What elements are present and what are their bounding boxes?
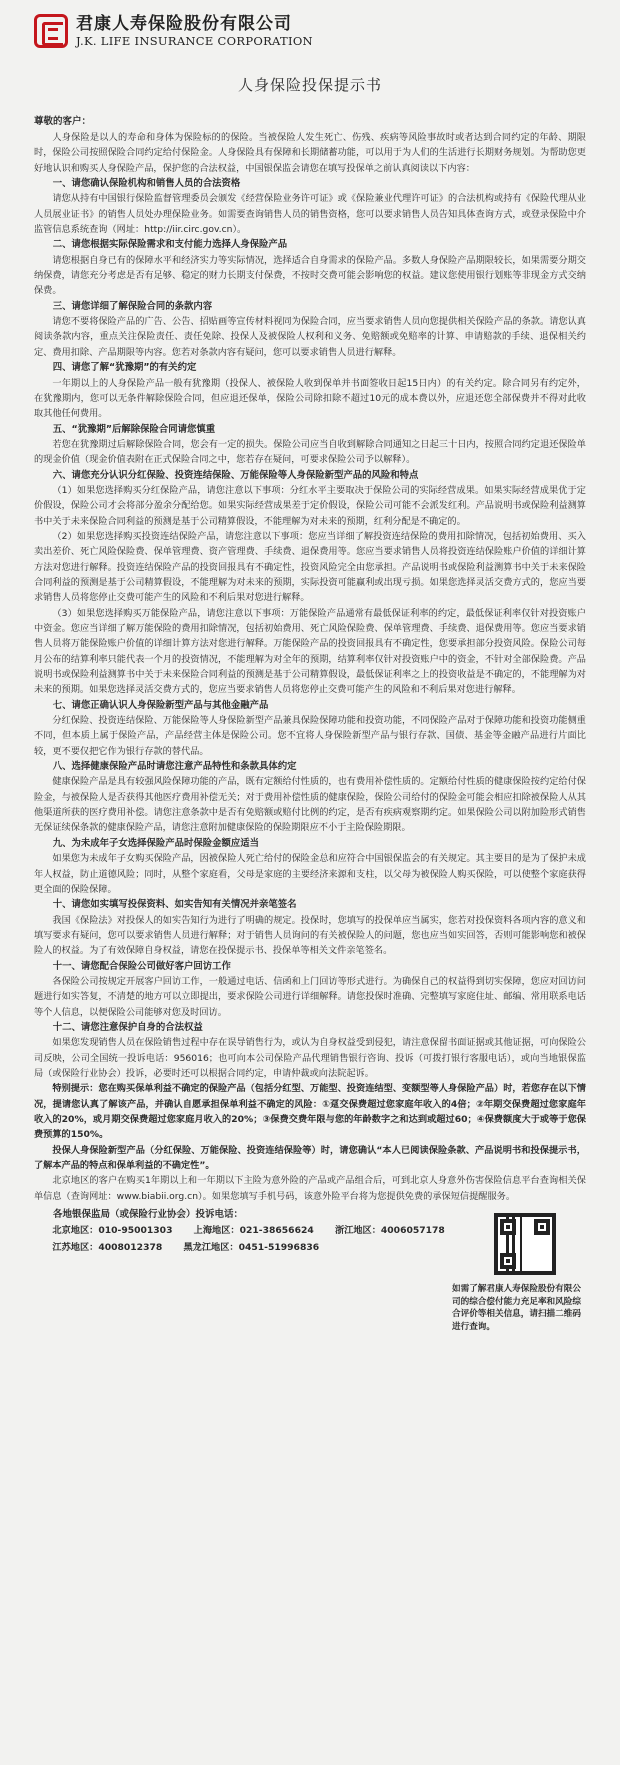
hotline-shanghai: 上海地区：021-38656624 (193, 1225, 314, 1237)
section-heading: 五、“犹豫期”后解除保险合同请您慎重 (52, 423, 216, 435)
section-paragraph: （2）如果您选择购买投资连结保险产品，请您注意以下事项：您应当详细了解投资连结保险的费用扣除情况，包括初始费用、买入卖出差价、死亡风险保险费、保单管理费、资产管理费、手续费、退保费用等。您应当要求销售人员将投资连结保险账户价值的详细计算方法对您进行解释。投资连结保险产品的投资回报具有不确定性，投资风险完全由您承担。产品说明书或保险利益测算书中关于未来保险合同利益的预测是基于公司精算假设，不能理解为对未来的预期，实际投资可能赢利或出现亏损。如果您选择灵活交费方式的，您应当要求销售人员将您停止交费可能产生的风险和不利后果对您进行解释。 (34, 530, 586, 604)
section-paragraph: 健康保险产品是具有较强风险保障功能的产品，既有定额给付性质的，也有费用补偿性质的。定额给付性质的健康保险按约定给付保险金，与被保险人是否获得其他医疗费用补偿无关；对于费用补偿性质的健康保险，保险公司给付的保险金可能会相应扣除被保险人从其他渠道所获的医疗费用补偿。请您注意条款中是否有免赔额或赔付比例的约定，是否有疾病观察期约定。如果保险公司以附加险形式销售无保证续保条款的健康保险产品，请您注意附加健康保险的保险期限应不小于主险保险期限。 (34, 776, 586, 834)
section-heading: 四、请您了解“犹豫期”的有关约定 (52, 362, 197, 374)
section-heading: 十一、请您配合保险公司做好客户回访工作 (52, 960, 231, 972)
section-heading: 十二、请您注意保护自身的合法权益 (52, 1021, 203, 1033)
section-paragraph: 一年期以上的人身保险产品一般有犹豫期（投保人、被保险人收到保单并书面签收日起15日内）的有关约定。除合同另有约定外，在犹豫期内，您可以无条件解除保险合同，但应退还保单，保险公司除扣除不超过10元的成本费以外，应退还您全部保费并不得对此收取其他任何费用。 (34, 377, 586, 420)
section-heading: 三、请您详细了解保险合同的条款内容 (52, 300, 213, 312)
section-paragraph: 分红保险、投资连结保险、万能保险等人身保险新型产品兼具保险保障功能和投资功能，不同保险产品对于保障功能和投资功能侧重不同，但本质上属于保险产品，产品经营主体是保险公司。您不宜将人身保险新型产品与银行存款、国债、基金等金融产品进行片面比较，更不要仅把它作为银行存款的替代品。 (34, 715, 586, 757)
section-heading: 一、请您确认保险机构和销售人员的合法资格 (52, 178, 241, 190)
section-paragraph: 若您在犹豫期过后解除保险合同，您会有一定的损失。保险公司应当自收到解除合同通知之日起三十日内，按照合同约定退还保险单的现金价值（现金价值表附在正式保险合同之中，您若存在疑问，可要求保险公司予以解释）。 (34, 438, 586, 466)
section-paragraph: 请您根据自身已有的保障水平和经济实力等实际情况，选择适合自身需求的保险产品。多数人身保险产品期限较长，如果需要分期交纳保费，请您充分考虑是否有足够、稳定的财力长期支付保费，不按时交费可能会影响您的权益。建议您使用银行划账等非现金方式交纳保费。 (34, 254, 586, 297)
section-heading: 九、为未成年子女选择保险产品时保险金额应适当 (52, 837, 260, 849)
company-logo (34, 14, 68, 48)
section-heading: 八、选择健康保险产品时请您注意产品特性和条款具体约定 (52, 761, 297, 773)
page-title: 人身保险投保提示书 (237, 76, 382, 94)
hotline-jiangsu: 江苏地区：4008012378 (52, 1242, 163, 1254)
section-paragraph: 各保险公司按规定开展客户回访工作，一般通过电话、信函和上门回访等形式进行。为确保自己的权益得到切实保障，您应对回访问题进行如实答复，不清楚的地方可以立即提出，要求保险公司进行详细解释。请您投保时准确、完整填写家庭住址、邮编、常用联系电话等个人信息，以便保险公司能够对您及时回访。 (34, 975, 586, 1018)
hotline-zhejiang: 浙江地区：4006057178 (334, 1225, 445, 1237)
section-paragraph: （1）如果您选择购买分红保险产品，请您注意以下事项：分红水平主要取决于保险公司的实际经营成果。如果实际经营成果优于定价假设，保险公司才会将部分盈余分配给您。如果实际经营成果差于定价假设，保险公司可能不会派发红利。产品说明书或保险利益测算书中关于未来保险合同利益的预测是基于公司精算假设，不能理解为对未来的预期，红利分配是不确定的。 (34, 484, 586, 527)
hotlines-title: 各地银保监局（或保险行业协会）投诉电话： (53, 1209, 244, 1221)
brand-name-en: J.K. LIFE INSURANCE CORPORATION (76, 34, 313, 48)
qr-block (452, 1213, 584, 1333)
section-paragraph: 如果您为未成年子女购买保险产品，因被保险人死亡给付的保险金总和应符合中国银保监会的有关规定。其主要目的是为了保护未成年人权益，防止道德风险；同时，从整个家庭看，父母是家庭的主要经济来源和支柱，以父母为被保险人购买保险，可以使整个家庭获得更全面的保险保障。 (34, 853, 586, 895)
section-heading: 十、请您如实填写投保资料、如实告知有关情况并亲笔签名 (52, 899, 297, 911)
section-paragraph: 请您不要将保险产品的广告、公告、招贴画等宣传材料视同为保险合同，应当要求销售人员向您提供相关保险产品的条款。请您认真阅读条款内容，重点关注保险责任、责任免除、投保人及被保险人权利和义务、免赔额或免赔率的计算、申请赔款的手续、退保相关约定、费用扣除、产品期限等内容。您若对条款内容有疑问，您可以要求销售人员进行解释。 (34, 316, 586, 358)
sections-container (34, 176, 586, 1081)
intro-paragraph: 人身保险是以人的寿命和身体为保险标的的保险。当被保险人发生死亡、伤残、疾病等风险事故时或者达到合同约定的年龄、期限时，保险公司按照保险合同约定给付保险金。人身保险具有保障和长期储蓄功能，可以用于为人们的生活进行长期财务规划。为帮助您更好地认识和购买人身保险产品，保护您的合法权益，中国银保监会请您在填写投保单之前认真阅读以下内容： (34, 132, 586, 174)
section-heading: 七、请您正确认识人身保险新型产品与其他金融产品 (52, 699, 269, 711)
hotline-beijing: 北京地区：010-95001303 (52, 1225, 173, 1237)
confirm-notice: 投保人身保险新型产品（分红保险、万能保险、投资连结保险等）时，请您确认“本人已阅读保险条款、产品说明书和投保提示书，了解本产品的特点和保单利益的不确定性”。 (34, 1144, 586, 1172)
hotline-row (34, 1222, 454, 1239)
special-notice: 特别提示：您在购买保单利益不确定的保险产品（包括分红型、万能型、投资连结型、变额型等人身保险产品）时，若您存在以下情况，提请您认真了解该产品，并确认自愿承担保单利益不确定的风险：①趸交保费超过您家庭年收入的4倍；②年期交保费超过您家庭年收入的20%，或月期交保费超过您家庭月收入的20%；③保费交费年限与您的年龄数字之和达到或超过60；④保费额度大于或等于您保费预算的150%。 (34, 1083, 586, 1141)
qr-caption: 如需了解君康人寿保险股份有限公司的综合偿付能力充足率和风险综合评价等相关信息，请扫描二维码进行查询。 (452, 1284, 581, 1332)
greeting: 尊敬的客户： (34, 116, 92, 127)
section-paragraph: 我国《保险法》对投保人的如实告知行为进行了明确的规定。投保时，您填写的投保单应当属实，您若对投保资料各项内容的意义和填写要求有疑问，您可以要求销售人员进行解释；对于销售人员询问的有关被保险人的问题，您也应当如实回答，否则可能影响您和被保险人的权益。为了有效保障自身权益，请您在投保提示书、投保单等相关文件亲笔签名。 (34, 914, 586, 957)
section-paragraph: 如果您发现销售人员在保险销售过程中存在误导销售行为，或认为自身权益受到侵犯，请注意保留书面证据或其他证据，可向保险公司反映，公司全国统一投诉电话：956016；也可向本公司保险产品代理销售银行咨询、投诉（可拨打银行客服电话），或向当地银保监局（或保险行业协会）投诉，必要时还可以根据合同约定，申请仲裁或向法院起诉。 (34, 1037, 586, 1079)
section-heading: 二、请您根据实际保险需求和支付能力选择人身保险产品 (52, 239, 288, 251)
beijing-notice: 北京地区的客户在购买1年期以上和一年期以下主险为意外险的产品或产品组合后，可到北京人身意外伤害保险信息平台查询相关保单信息（查询网址：www.biabii.org.cn）。如果您填写手机号码，该意外险平台将为您提供免费的承保短信提醒服务。 (34, 1175, 586, 1202)
hotline-row (34, 1239, 454, 1256)
complaint-hotlines (34, 1207, 586, 1332)
hotline-heilongjiang: 黑龙江地区：0451-51996836 (183, 1242, 320, 1254)
company-header (34, 10, 586, 52)
section-paragraph: （3）如果您选择购买万能保险产品，请您注意以下事项：万能保险产品通常有最低保证利率的约定，最低保证利率仅针对投资账户中资金。您应当详细了解万能保险的费用扣除情况，包括初始费用、死亡风险保险费、保单管理费、手续费、退保费用等。您应当要求销售人员将万能保险账户价值的详细计算方法对您进行解释。万能保险产品的投资回报具有不确定性，您要承担部分投资风险。保险公司每月公布的结算利率只能代表一个月的投资情况，不能理解为对全年的预期，结算利率仅针对投资账户中的资金，不针对全部保险费。产品说明书或保险利益测算书中关于未来保险合同利益的预测是基于公司精算假设，最低保证利率之上的投资收益是不确定的，不能理解为对未来的预期。如果您选择灵活交费方式的，您应当要求销售人员将您停止交费可能产生的风险和不利后果对您进行解释。 (34, 607, 586, 696)
brand-name-cn: 君康人寿保险股份有限公司 (76, 14, 292, 34)
section-paragraph: 请您从持有中国银行保险监督管理委员会颁发《经营保险业务许可证》或《保险兼业代理许可证》的合法机构或持有《保险代理从业人员展业证书》的销售人员处办理保险业务。如需要查询销售人员的销售资格，您可以要求销售人员告知具体查询方式，或登录保险中介监管信息系统查询（网址：http://iir.circ.gov.cn）。 (34, 193, 586, 236)
qr-code-icon[interactable] (494, 1213, 556, 1275)
brand-text (76, 14, 313, 48)
section-heading: 六、请您充分认识分红保险、投资连结保险、万能保险等人身保险新型产品的风险和特点 (52, 469, 419, 481)
